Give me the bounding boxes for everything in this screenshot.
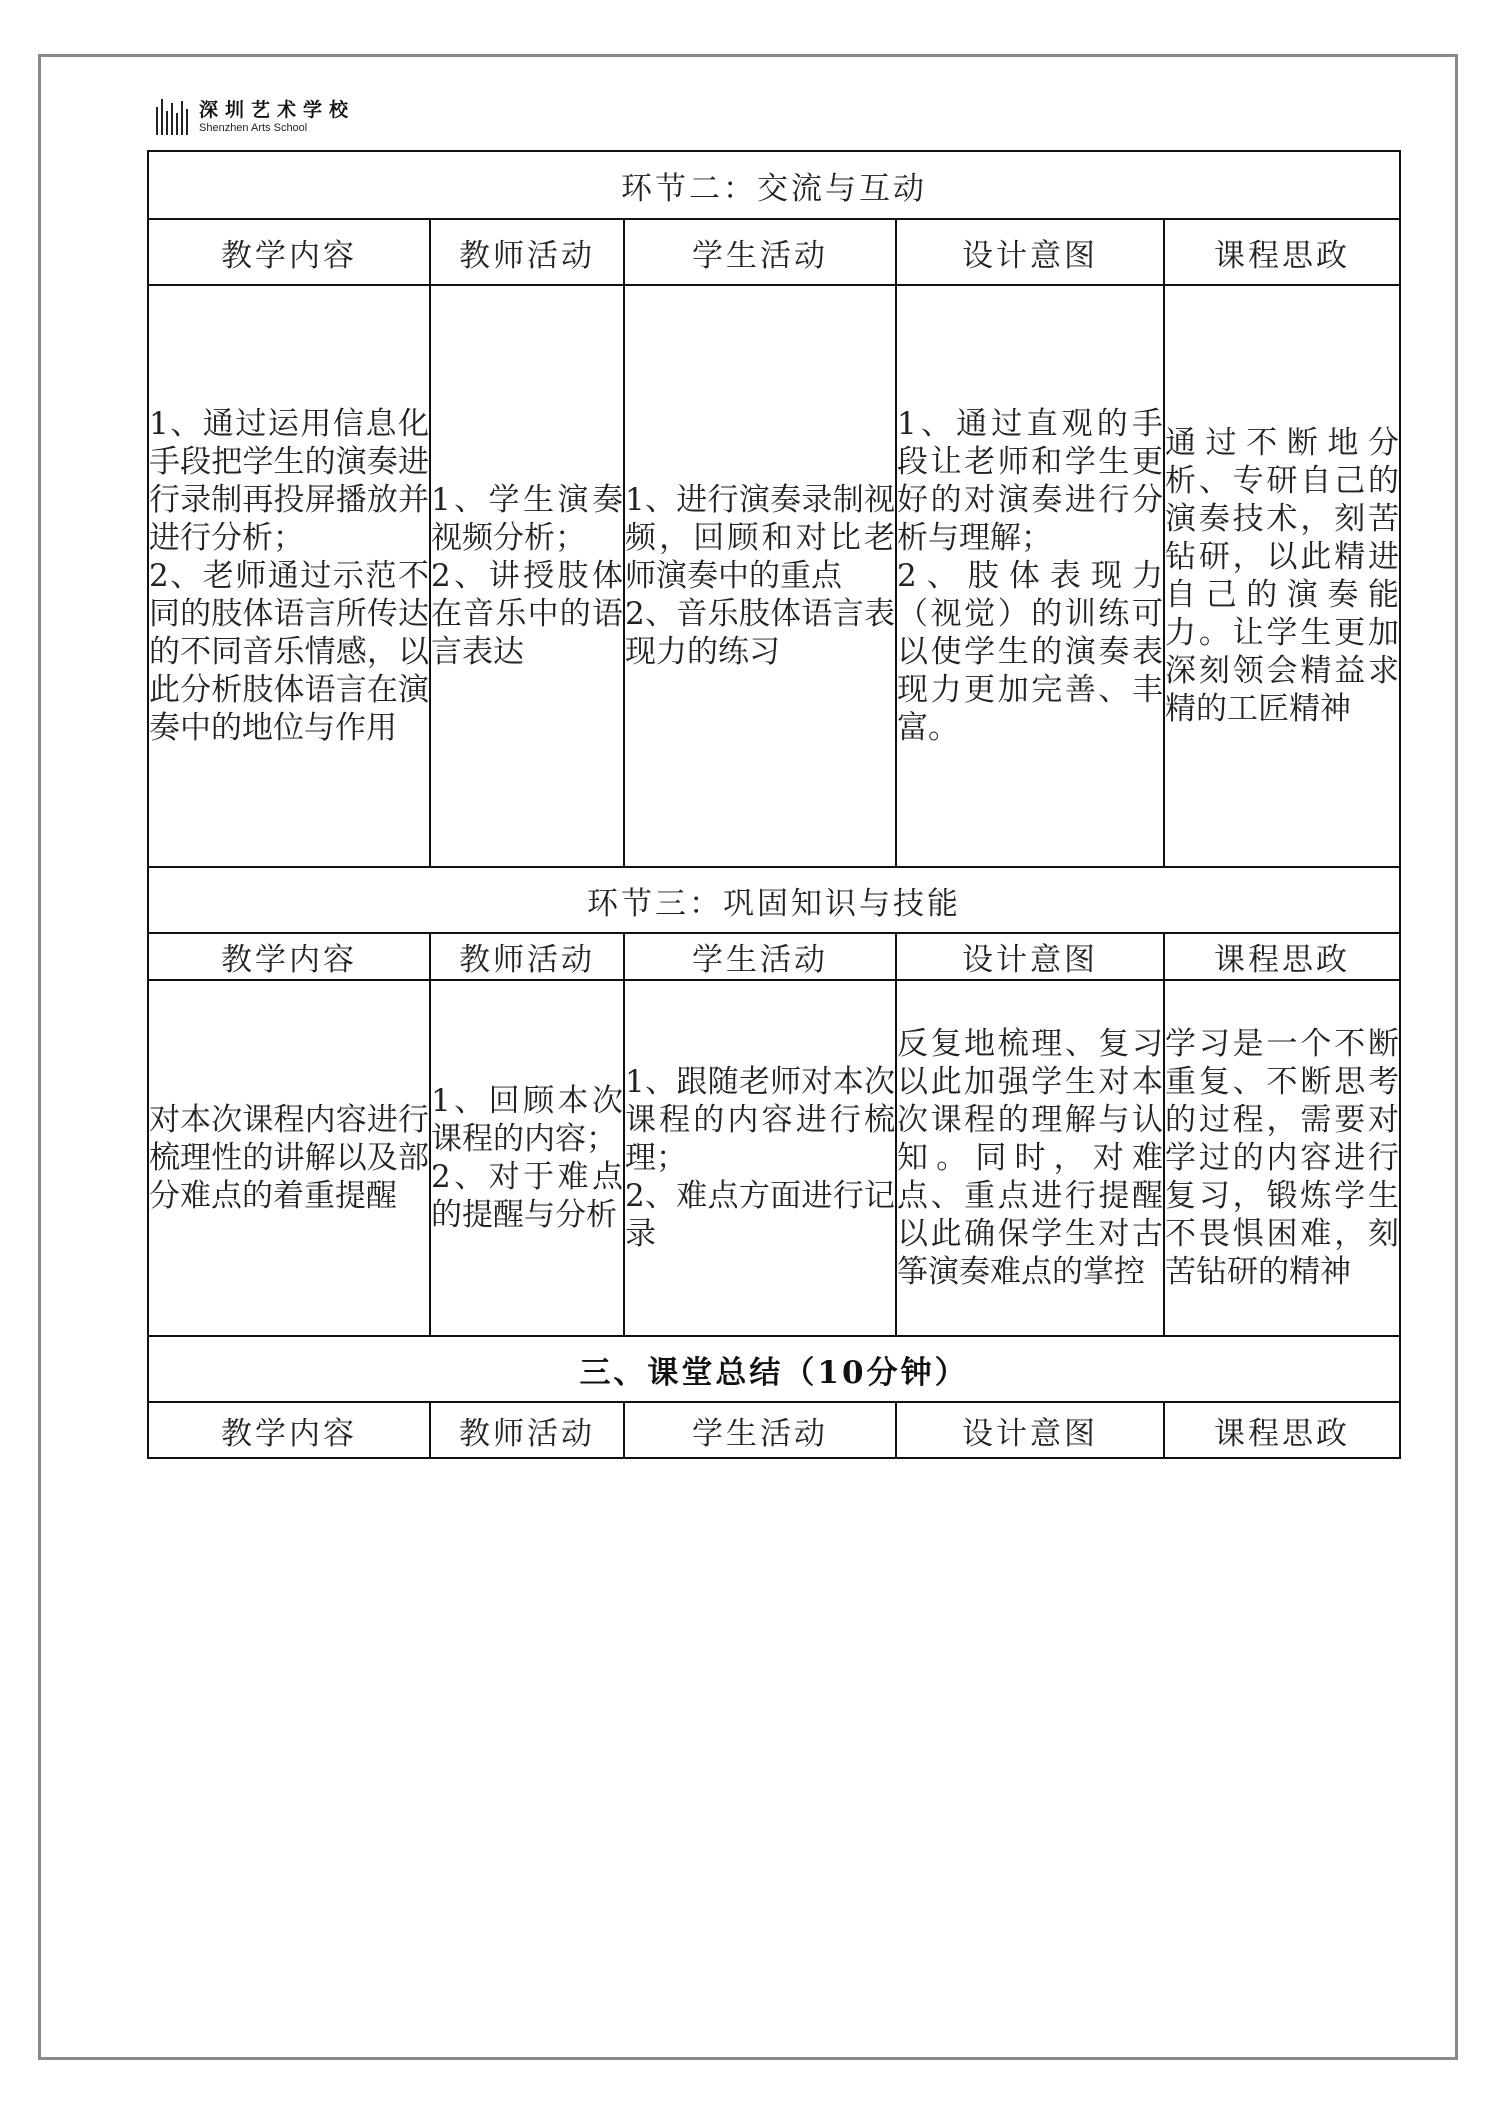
bars-emblem-icon xyxy=(155,97,189,137)
section-title-row xyxy=(148,151,1400,219)
cell-text: 学习是一个不断重复、不断思考的过程，需要对学过的内容进行复习，锻炼学生不畏惧困难，刻苦钻研的精神 xyxy=(1165,1026,1400,1290)
table-cell xyxy=(148,980,430,1336)
column-header: 课程思政 xyxy=(1164,933,1400,980)
column-header: 教师活动 xyxy=(430,1402,624,1458)
section-title-row xyxy=(148,1336,1400,1402)
lesson-plan-table xyxy=(147,150,1401,1459)
table-cell xyxy=(896,285,1164,867)
column-header: 学生活动 xyxy=(624,1402,896,1458)
column-header: 设计意图 xyxy=(896,933,1164,980)
column-header: 设计意图 xyxy=(896,1402,1164,1458)
logo-english-name: Shenzhen Arts School xyxy=(199,122,308,134)
cell-text: 1、回顾本次课程的内容； 2、对于难点的提醒与分析 xyxy=(431,1083,623,1233)
table-cell xyxy=(430,285,624,867)
table-cell xyxy=(624,285,896,867)
column-header: 教师活动 xyxy=(430,933,624,980)
cell-text: 1、跟随老师对本次课程的内容进行梳理； 2、难点方面进行记录 xyxy=(625,1064,895,1252)
table-cell xyxy=(624,980,896,1336)
section-title: 环节三：巩固知识与技能 xyxy=(148,867,1400,933)
column-header: 教学内容 xyxy=(148,933,430,980)
section-title-row xyxy=(148,867,1400,933)
table-cell xyxy=(148,285,430,867)
header-row xyxy=(148,219,1400,285)
content-row xyxy=(148,980,1400,1336)
section-title: 三、课堂总结（10分钟） xyxy=(148,1336,1400,1402)
school-logo xyxy=(155,94,355,140)
table-cell xyxy=(1164,285,1400,867)
column-header: 学生活动 xyxy=(624,219,896,285)
cell-text: 1、通过运用信息化手段把学生的演奏进行录制再投屏播放并进行分析； 2、老师通过示范不同的肢体语言所传达的不同音乐情感，以此分析肢体语言在演奏中的地位与作用 xyxy=(149,406,429,746)
content-row xyxy=(148,285,1400,867)
cell-text: 通过不断地分析、专研自己的演奏技术，刻苦钻研，以此精进自己的演奏能力。让学生更加深刻领会精益求精的工匠精神 xyxy=(1165,425,1400,727)
cell-text: 反复地梳理、复习以此加强学生对本次课程的理解与认知。同时，对难点、重点进行提醒以此确保学生对古筝演奏难点的掌控 xyxy=(897,1026,1163,1290)
column-header: 教师活动 xyxy=(430,219,624,285)
table-cell xyxy=(896,980,1164,1336)
cell-text: 1、通过直观的手段让老师和学生更好的对演奏进行分析与理解； 2、肢体表现力（视觉）的训练可以使学生的演奏表现力更加完善、丰富。 xyxy=(897,406,1163,746)
table-cell xyxy=(430,980,624,1336)
cell-text: 1、学生演奏视频分析； 2、讲授肢体在音乐中的语言表达 xyxy=(431,482,623,670)
header-row xyxy=(148,1402,1400,1458)
column-header: 课程思政 xyxy=(1164,1402,1400,1458)
header-row xyxy=(148,933,1400,980)
column-header: 设计意图 xyxy=(896,219,1164,285)
cell-text: 对本次课程内容进行梳理性的讲解以及部分难点的着重提醒 xyxy=(149,1102,429,1214)
cell-text: 1、进行演奏录制视频，回顾和对比老师演奏中的重点 2、音乐肢体语言表现力的练习 xyxy=(625,482,895,670)
table-cell xyxy=(1164,980,1400,1336)
logo-chinese-name: 深圳艺术学校 xyxy=(199,99,356,121)
column-header: 教学内容 xyxy=(148,1402,430,1458)
column-header: 课程思政 xyxy=(1164,219,1400,285)
section-title: 环节二：交流与互动 xyxy=(148,151,1400,219)
column-header: 学生活动 xyxy=(624,933,896,980)
column-header: 教学内容 xyxy=(148,219,430,285)
